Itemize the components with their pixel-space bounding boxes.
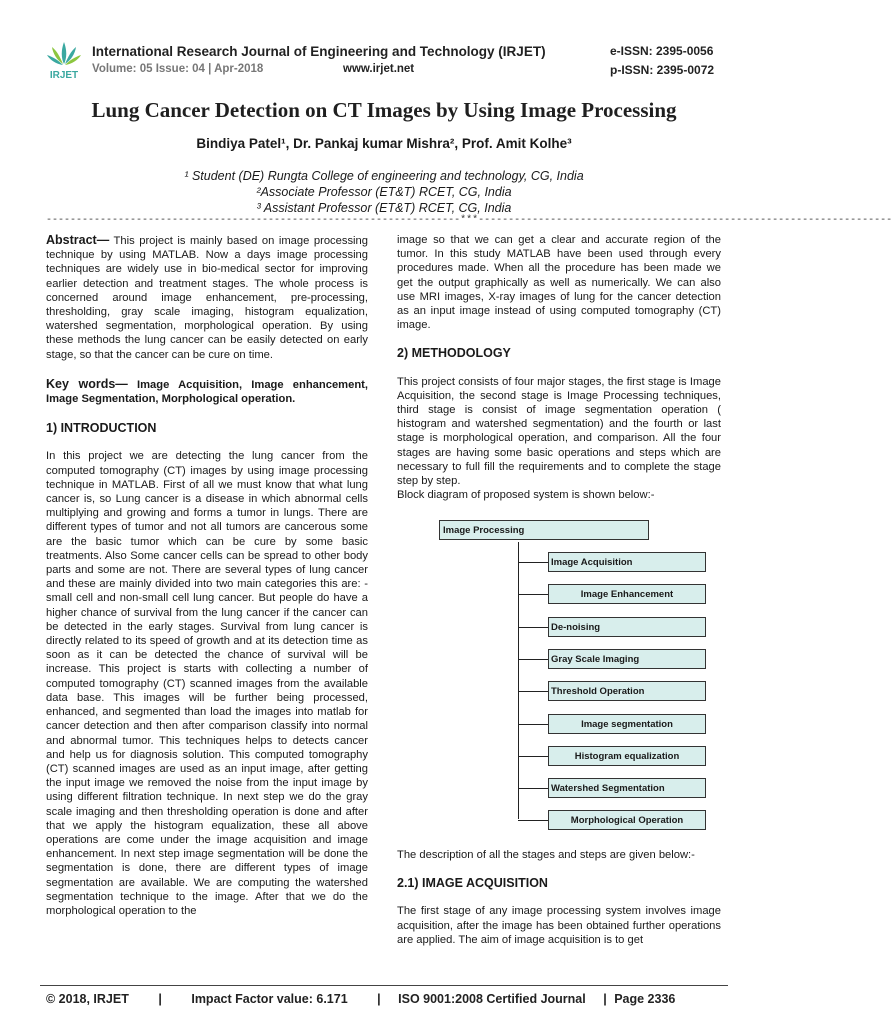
section-divider: ---------------------------------------------------------------------***---------------------------------------------------------------------: [46, 215, 892, 226]
affiliation-3: ³ Assistant Professor (ET&T) RCET, CG, India: [256, 201, 512, 215]
diagram-root-box: Image Processing: [439, 520, 649, 540]
author-list: Bindiya Patel¹, Dr. Pankaj kumar Mishra², Prof. Amit Kolhe³: [196, 136, 572, 151]
diagram-step-box: Threshold Operation: [548, 681, 706, 701]
keywords-text: Image Acquisition, Image enhancement, Image Segmentation, Morphological operation.: [46, 378, 368, 406]
diagram-connector: [518, 788, 548, 789]
description-intro: The description of all the stages and steps are given below:-: [397, 849, 695, 861]
diagram-connector: [518, 820, 548, 821]
e-issn: e-ISSN: 2395-0056: [610, 44, 714, 58]
svg-text:IRJET: IRJET: [49, 70, 79, 81]
right-column: [397, 233, 721, 502]
journal-name: International Research Journal of Engineering and Technology (IRJET): [92, 44, 546, 59]
methodology-heading: 2) METHODOLOGY: [397, 346, 511, 361]
diagram-step-box: Watershed Segmentation: [548, 778, 706, 798]
diagram-step-box: Image Acquisition: [548, 552, 706, 572]
diagram-connector: [518, 756, 548, 757]
diagram-connector: [518, 691, 548, 692]
intro-heading: 1) INTRODUCTION: [46, 421, 157, 436]
diagram-connector: [518, 594, 548, 595]
footer-page-number: Page 2336: [614, 992, 676, 1006]
intro-continued-text: image so that we can get a clear and accurate region of the tumor. In this study MATLAB have been used through every procedures made. When all the procedure has been made we get the output graphically as well as numerically. We can also use MRI images, X-ray images of lung for the cancer detection as an input image instead of using computed tomography (CT) image.: [397, 234, 721, 332]
footer-rule: [40, 985, 728, 986]
diagram-step-box: De-noising: [548, 617, 706, 637]
abstract-text: This project is mainly based on image processing technique by using MATLAB. Now a days image processing techniques are widely use in bio-medical sector for improving earlier detection and treatment stages. The whole process is concerned around image enhancement, pre-processing, thresholding, gray scale imaging, histogram equalization, watershed segmentation, morphological operation. By using these methods the lung cancer can be easily detected on early stage, so that the cancer can be cure on time.: [46, 235, 368, 361]
footer-separator: |: [377, 992, 381, 1006]
diagram-connector: [518, 659, 548, 660]
irjet-logo: [44, 38, 84, 82]
footer-iso: ISO 9001:2008 Certified Journal: [398, 992, 586, 1006]
affiliation-2: ²Associate Professor (ET&T) RCET, CG, India: [256, 185, 512, 199]
paper-title: Lung Cancer Detection on CT Images by Using Image Processing: [91, 98, 677, 122]
right-column-lower: [397, 848, 721, 947]
methodology-text: This project consists of four major stages, the first stage is Image Acquisition, the second stage is Image Processing techniques, third stage is consist of image segmentation operation ( histogram and watershed segmentation) and the fourth or last stage is morphological operation, and comparison. All the four stages are having some basic operations and steps which are necessary to full fill the requirements and to complete the stage step by step.: [397, 375, 721, 488]
abstract: [46, 233, 368, 362]
footer-copyright: © 2018, IRJET: [46, 992, 129, 1006]
abstract-label: Abstract—: [46, 233, 110, 247]
left-column: [46, 233, 368, 918]
diagram-step-box: Gray Scale Imaging: [548, 649, 706, 669]
footer-separator: |: [158, 992, 162, 1006]
diagram-step-box: Image Enhancement: [548, 584, 706, 604]
journal-website[interactable]: www.irjet.net: [343, 63, 415, 75]
keywords-label: Key words—: [46, 376, 128, 391]
keywords: [46, 377, 368, 406]
image-acquisition-heading: 2.1) IMAGE ACQUISITION: [397, 876, 548, 891]
volume-issue: Volume: 05 Issue: 04 | Apr-2018: [92, 63, 264, 75]
block-diagram: [397, 512, 721, 842]
block-diagram-intro: Block diagram of proposed system is shown below:-: [397, 489, 655, 502]
footer-separator: |: [603, 992, 607, 1006]
diagram-trunk-line: [518, 542, 519, 819]
diagram-step-box: Image segmentation: [548, 714, 706, 734]
diagram-connector: [518, 627, 548, 628]
diagram-step-box: Morphological Operation: [548, 810, 706, 830]
image-acquisition-text: The first stage of any image processing system involves image acquisition, after the image has been obtained further operations are applied. The aim of image acquisition is to get: [397, 905, 721, 946]
diagram-connector: [518, 562, 548, 563]
intro-text: In this project we are detecting the lung cancer from the computed tomography (CT) images by using image processing technique in MATLAB. First of all we must know that what lung cancer is, so Lung cancer is a disease in which abnormal cells multiplying and growing and forms a tumor in lungs. There are different types of tumor and not all tumors are cancerous some are the basic tumor which can be cure by some basic treatments. Also Some cancer cells can be spread to other body parts and some are not. There are several types of lung cancer and these are mainly divided into two main categories this are: - small cell and non-small cell lung cancer. But people do have a higher chance of survival from the lung cancer if the cancer can be detected in the early stages. Survival from lung cancer is directly related to its speed of growth and at its detection time as soon as it can be detected the chance of survival will be increase. This project is starts with collecting a number of computed tomography (CT) scanned images from the available data base. This images will be further being processed, enhanced, and segmented than load the images into matlab for cancer detection and then after comparison classify into normal and abnormal tumor. This techniques helps to detects cancer and help us for diagnosis solution. This computed tomography (CT) scanned images are used as an input image, after getting the input image we removed the noise from the input image by using different filtration technique. In next step we do the gray scale imaging and then thresholding operation is done and after that we apply the histogram equalization, these all above operations are come under the image acquisition and image enhancement. In next step image segmentation will be done the segmentation is done, there are different types of image segmentation are available. We are computing the watershed segmentation technique to the image. After that we do the morphological operation to the: [46, 450, 368, 917]
p-issn: p-ISSN: 2395-0072: [610, 63, 715, 77]
diagram-step-box: Histogram equalization: [548, 746, 706, 766]
footer: [46, 992, 722, 1006]
diagram-connector: [518, 724, 548, 725]
affiliation-1: ¹ Student (DE) Rungta College of engineering and technology, CG, India: [184, 169, 584, 183]
footer-impact-factor: Impact Factor value: 6.171: [191, 992, 348, 1006]
